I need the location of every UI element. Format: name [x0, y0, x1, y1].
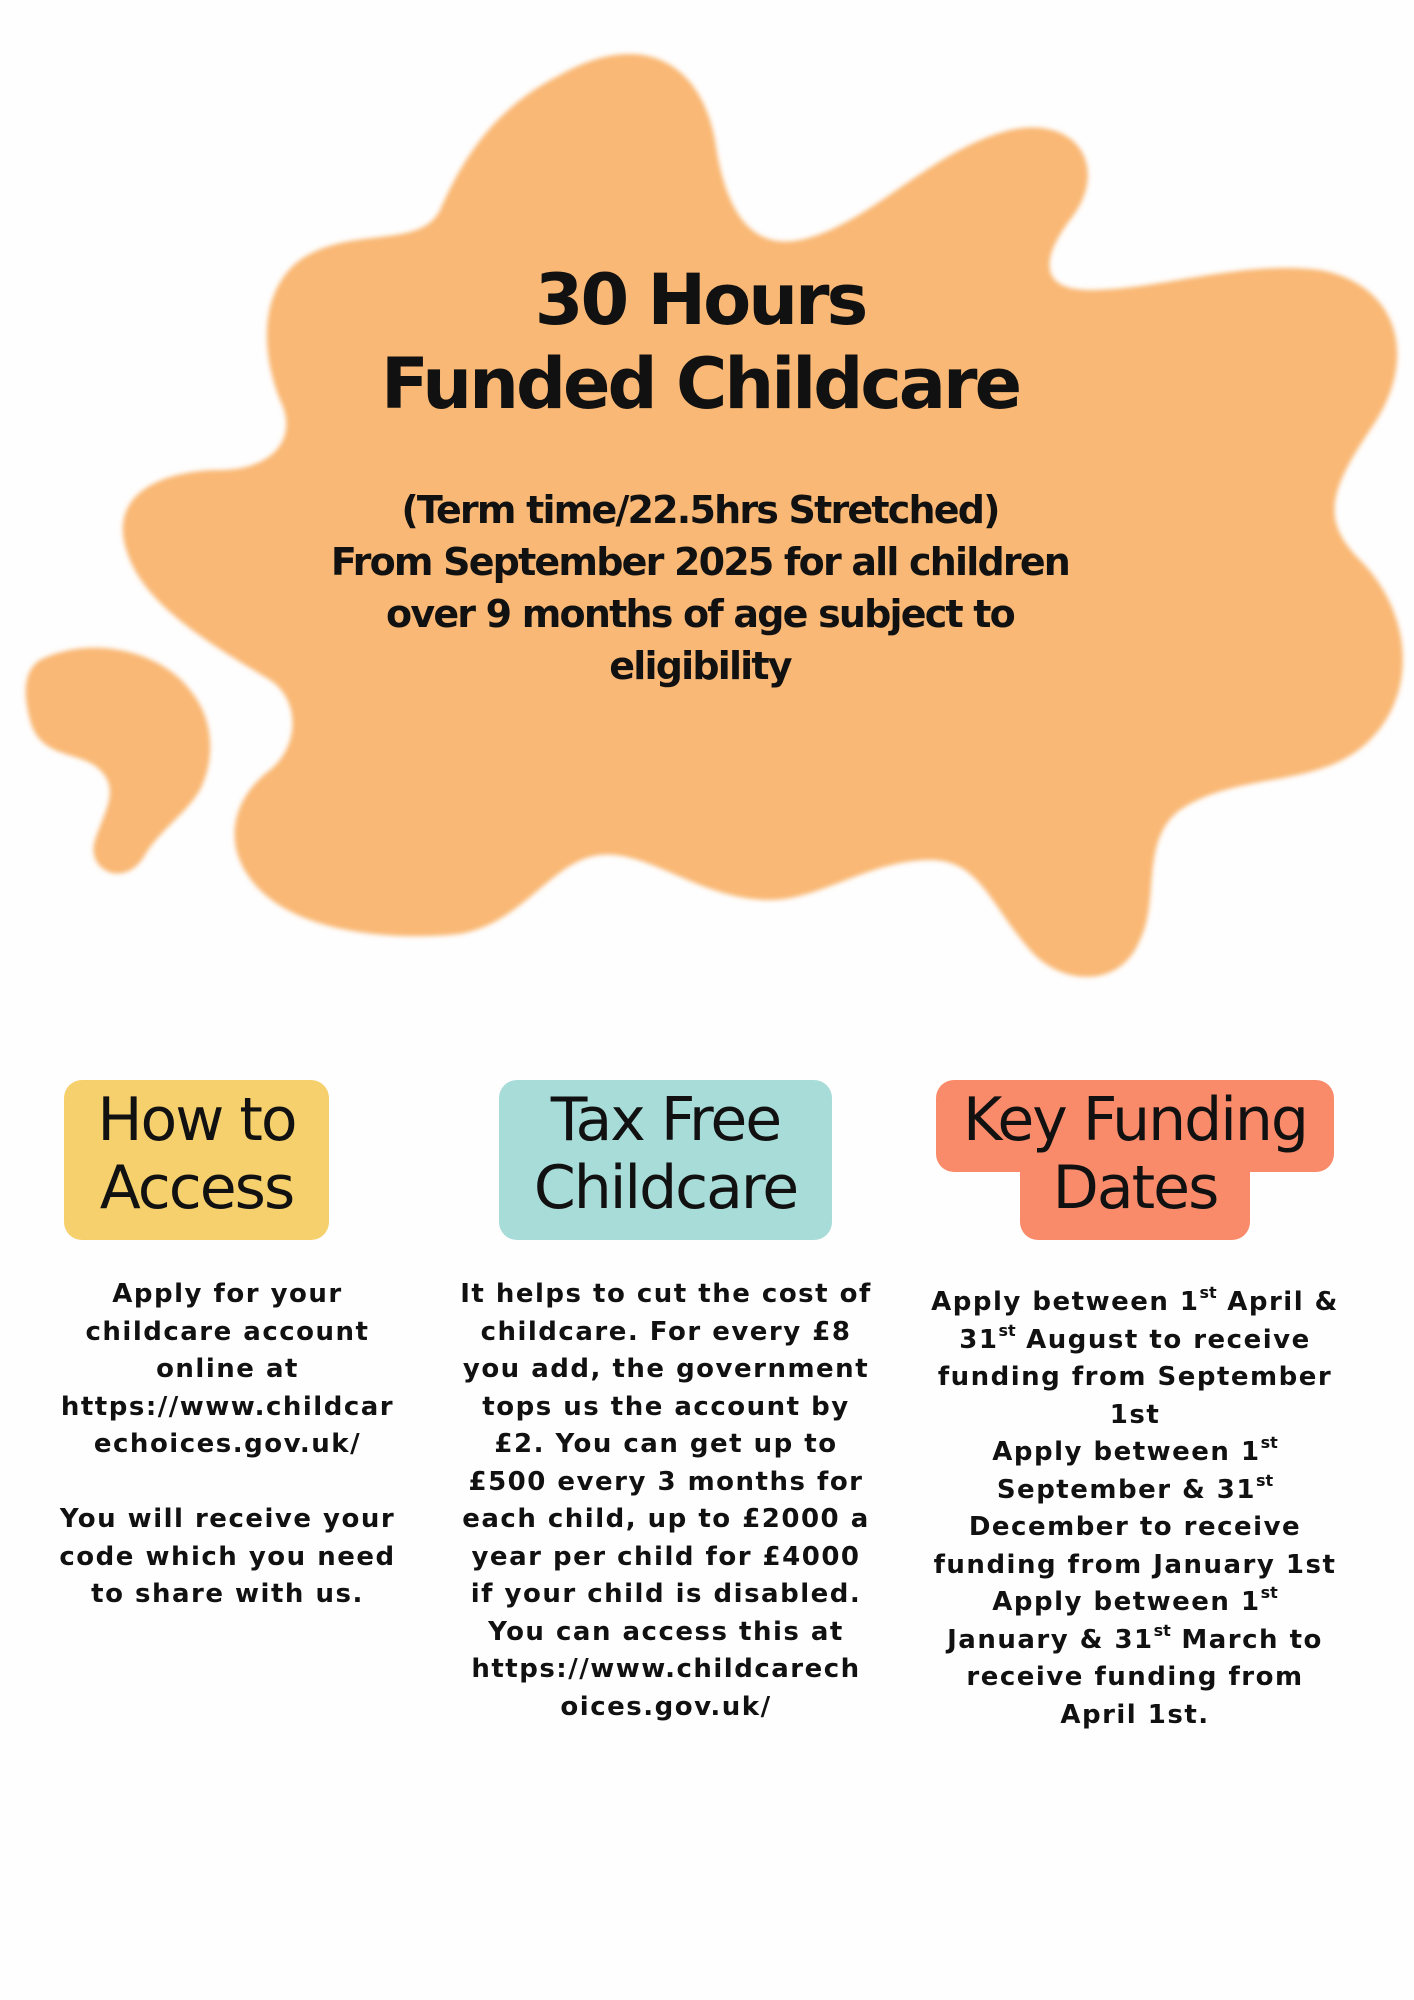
page-title [300, 258, 1100, 426]
key-dates-text: Apply between 1st April & 31st August to receive funding from September 1st Apply between 1st September & 31st December to receive funding from January 1st Apply between 1st January & 31st March to receive funding from April 1st. [931, 1283, 1339, 1730]
subtitle-line: over 9 months of age subject to [386, 592, 1014, 636]
childcare-choices-link: https://www.childcar [60, 1391, 395, 1422]
tax-free-text: It helps to cut the cost of childcare. For every £8 you add, the government tops us the account by £2. You can get up to £500 every 3 months for each child, up to £2000 a year per child for £4000 if your child is disabled. You can access this at https://www.childcarech oices.gov.uk/ [437, 1276, 895, 1726]
title-line-1: 30 Hours [534, 259, 866, 341]
childcare-choices-link: echoices.gov.uk/ [93, 1429, 362, 1459]
key-dates-heading: Key Funding Dates [962, 1085, 1307, 1223]
childcare-choices-link: https://www.childcarech [471, 1654, 861, 1684]
subtitle [270, 484, 1130, 692]
tax-free-heading: Tax Free Childcare [533, 1085, 798, 1223]
subtitle-line: eligibility [609, 644, 791, 688]
subtitle-line: (Term time/22.5hrs Stretched) [401, 488, 999, 532]
how-to-access-text: Apply for your childcare account online at https://www.childcar echoices.gov.uk/ You will receive your code which you need to share with us. [30, 1276, 425, 1614]
subtitle-line: From September 2025 for all children [330, 540, 1070, 584]
how-to-access-heading: How to Access [97, 1085, 296, 1223]
childcare-choices-link: oices.gov.uk/ [560, 1691, 772, 1722]
small-splash-shape [26, 648, 211, 874]
title-line-2: Funded Childcare [380, 343, 1020, 425]
